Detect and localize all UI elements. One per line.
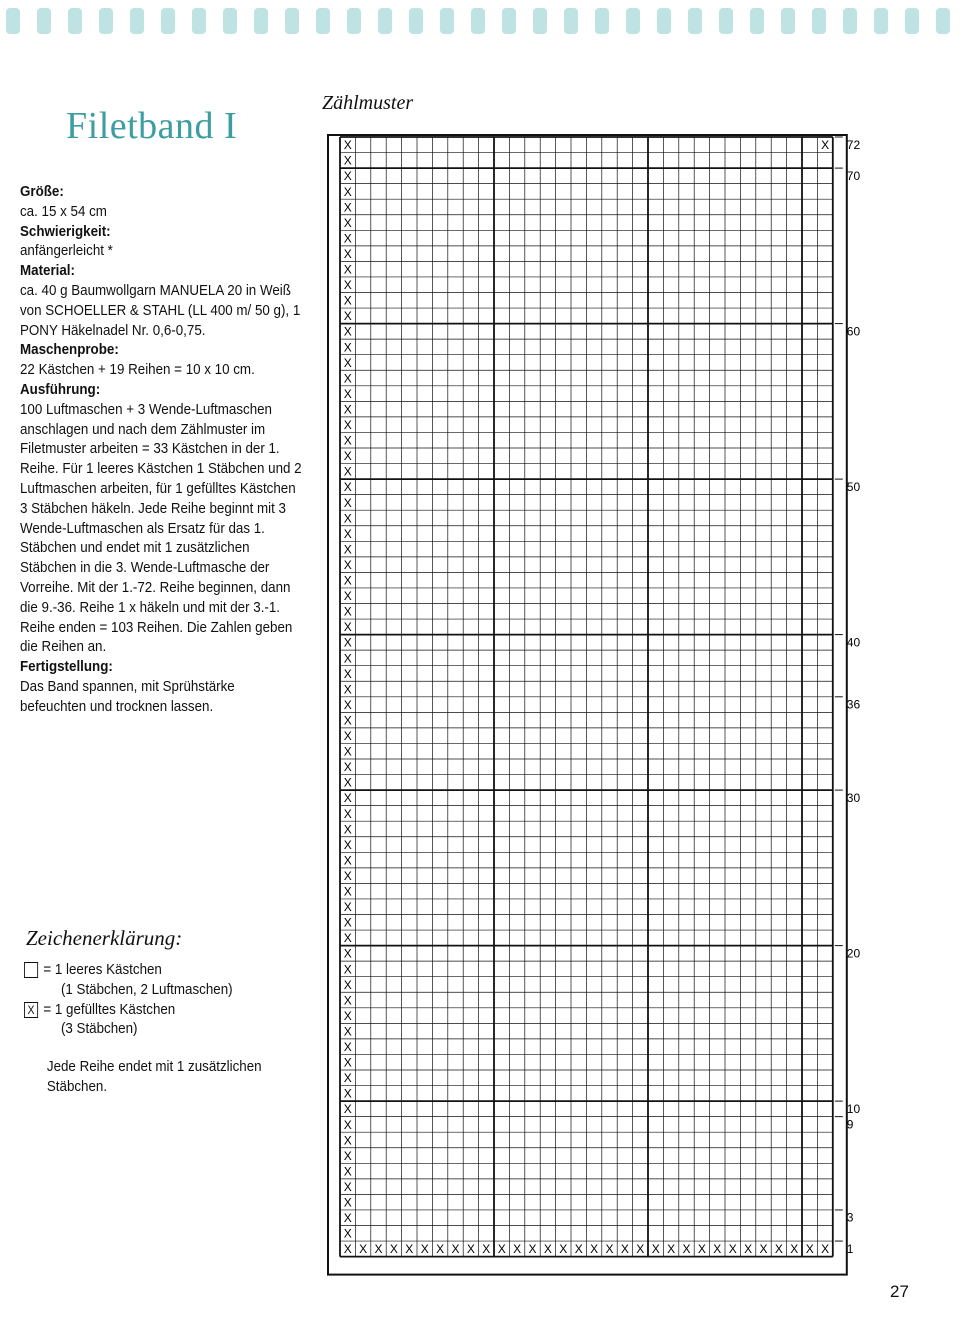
filled-cell: X [682, 1242, 691, 1257]
filled-cell: X [343, 868, 352, 883]
filled-cell: X [343, 1226, 352, 1241]
filled-cell: X [605, 1242, 614, 1257]
filled-cell: X [343, 169, 352, 184]
row-label: 70 [846, 168, 861, 183]
filled-cell: X [359, 1242, 368, 1257]
filled-cell: X [343, 1024, 352, 1039]
page-title: Filetband I [66, 105, 238, 147]
filled-cell: X [451, 1242, 460, 1257]
section-text: ca. 15 x 54 cm [20, 202, 107, 220]
filled-cell: X [343, 822, 352, 837]
filled-cell: X [420, 1242, 429, 1257]
filled-cell: X [590, 1242, 599, 1257]
section-text: anfängerleicht * [20, 242, 113, 260]
filled-cell: X [713, 1242, 722, 1257]
filled-cell: X [528, 1242, 537, 1257]
filled-cell: X [343, 837, 352, 852]
section-label: Größe: [20, 183, 64, 200]
filled-cell: X [343, 138, 352, 153]
filled-cell: X [374, 1242, 383, 1257]
filled-cell: X [343, 1102, 352, 1117]
row-label: 10 [846, 1101, 861, 1116]
filled-cell: X [343, 480, 352, 495]
filled-cell: X [343, 433, 352, 448]
filled-cell: X [343, 542, 352, 557]
filled-cell: X [343, 806, 352, 821]
section-text: 100 Luftmaschen + 3 Wende-Luftmaschen anschlagen und nach dem Zählmuster im Filetmuster arbeiten = 33 Kästchen in der 1. Reihe. Für 1 leeres Kästchen 1 Stäbchen und 2 Luftmaschen arbeiten, für 1 gefülltes Kästchen 3 Stäbchen häkeln. Jede Reihe beginnt mit 3 Wende-Luftmaschen als Ersatz für das 1. Stäbchen und endet mit 1 zusätzlichen Stäbchen in die 3. Wende-Luftmasche der Vorreihe. Mit der 1.-72. Reihe beginnen, dann die 9.-36. Reihe 1 x häkeln und mit der 3.-1. Reihe enden = 103 Reihen. Die Zahlen geben die Reihen an. [20, 400, 302, 656]
chart-title: Zählmuster [322, 92, 414, 114]
legend-empty-sub: (1 Stäbchen, 2 Luftmaschen) [60, 980, 233, 998]
filled-cell: X [389, 1242, 398, 1257]
filled-cell: X [343, 1117, 352, 1132]
filled-cell: X [436, 1242, 445, 1257]
filled-cell: X [405, 1242, 414, 1257]
filled-cell: X [821, 138, 830, 153]
filled-cell: X [343, 246, 352, 261]
filled-cell: X [343, 153, 352, 168]
section-label: Maschenprobe: [20, 341, 119, 359]
filled-cell: X [497, 1242, 506, 1257]
filled-cell: X [728, 1242, 737, 1257]
filled-cell: X [667, 1242, 676, 1257]
filled-cell: X [343, 589, 352, 604]
chart-frame [328, 135, 847, 1275]
row-label: 36 [846, 697, 861, 712]
filled-cell: X [343, 993, 352, 1008]
legend-filled-label: = 1 gefülltes Kästchen [43, 1000, 176, 1018]
filled-cell: X [343, 511, 352, 526]
filled-cell: X [343, 697, 352, 712]
row-label: 20 [846, 946, 861, 961]
filled-cell: X [343, 1242, 352, 1257]
filled-cell: X [513, 1242, 522, 1257]
filled-cell: X [343, 775, 352, 790]
filled-cell: X [774, 1242, 783, 1257]
legend-title: Zeichenerklärung: [26, 926, 183, 950]
filled-cell: X [343, 884, 352, 899]
filled-cell: X [343, 1008, 352, 1023]
row-label: 1 [846, 1241, 854, 1256]
filled-cell: X [343, 651, 352, 666]
page-number: 27 [890, 1282, 909, 1301]
filled-cell: X [343, 1055, 352, 1070]
filled-cell: X [343, 340, 352, 355]
filled-cell: X [343, 231, 352, 246]
filled-cell: X [343, 853, 352, 868]
filled-cell: X [466, 1242, 475, 1257]
legend-note: Jede Reihe endet mit 1 zusätzlichen Stäbchen. [46, 1058, 262, 1095]
filled-cell: X [620, 1242, 629, 1257]
filled-cell: X [574, 1242, 583, 1257]
filled-cell: X [343, 1164, 352, 1179]
filled-cell: X [343, 371, 352, 386]
filled-cell: X [343, 557, 352, 572]
filled-cell: X [343, 184, 352, 199]
filled-cell: X [343, 744, 352, 759]
row-label: 50 [846, 479, 861, 494]
filled-cell: X [343, 402, 352, 417]
filled-cell: X [343, 1148, 352, 1163]
filled-cell: X [343, 760, 352, 775]
section-text: 22 Kästchen + 19 Reihen = 10 x 10 cm. [20, 361, 255, 379]
filled-cell: X [343, 977, 352, 992]
filled-cell: X [821, 1242, 830, 1257]
section-text: ca. 40 g Baumwollgarn MANUELA 20 in Weiß von SCHOELLER & STAHL (LL 400 m/ 50 g), 1 PONY Häkelnadel Nr. 0,6-0,75. [20, 281, 301, 339]
section-label: Ausführung: [20, 380, 101, 398]
filled-cell: X [343, 324, 352, 339]
row-label: 40 [846, 635, 861, 650]
filled-cell: X [343, 915, 352, 930]
filled-cell: X [343, 418, 352, 433]
row-label: 9 [846, 1117, 854, 1132]
filled-cell: X [343, 620, 352, 635]
filled-box-icon: X [24, 1002, 38, 1018]
filled-cell: X [343, 791, 352, 806]
filled-cell: X [343, 1071, 352, 1086]
filled-cell: X [343, 355, 352, 370]
filled-cell: X [343, 200, 352, 215]
filled-cell: X [559, 1242, 568, 1257]
section-label: Schwierigkeit: [20, 222, 111, 240]
row-label: 30 [846, 790, 861, 805]
section-label: Material: [20, 262, 75, 280]
filled-cell: X [343, 1211, 352, 1226]
legend-empty-label: = 1 leeres Kästchen [43, 961, 162, 978]
filled-cell: X [343, 962, 352, 977]
section-text: Das Band spannen, mit Sprühstärke befeuchten und trocknen lassen. [20, 677, 235, 715]
filled-cell: X [343, 309, 352, 324]
filled-cell: X [343, 386, 352, 401]
filled-cell: X [343, 713, 352, 728]
filled-cell: X [343, 1195, 352, 1210]
filled-cell: X [343, 931, 352, 946]
filled-cell: X [343, 278, 352, 293]
filled-cell: X [805, 1242, 814, 1257]
filled-cell: X [790, 1242, 799, 1257]
filled-cell: X [343, 1086, 352, 1101]
filled-cell: X [343, 1179, 352, 1194]
filled-cell: X [343, 682, 352, 697]
filled-cell: X [482, 1242, 491, 1257]
filled-cell: X [343, 464, 352, 479]
filled-cell: X [343, 293, 352, 308]
section-label: Fertigstellung: [20, 658, 113, 676]
filled-cell: X [343, 1133, 352, 1148]
row-label: 72 [846, 137, 861, 152]
filled-cell: X [343, 1040, 352, 1055]
filled-cell: X [744, 1242, 753, 1257]
filled-cell: X [759, 1242, 768, 1257]
legend-filled-sub: (3 Stäbchen) [60, 1020, 138, 1038]
filled-cell: X [651, 1242, 660, 1257]
filled-cell: X [343, 573, 352, 588]
filled-cell: X [543, 1242, 552, 1257]
row-label: 60 [846, 324, 861, 339]
filled-cell: X [343, 526, 352, 541]
filled-cell: X [343, 495, 352, 510]
filled-cell: X [343, 449, 352, 464]
filled-cell: X [636, 1242, 645, 1257]
filled-cell: X [697, 1242, 706, 1257]
filled-cell: X [343, 946, 352, 961]
filled-cell: X [343, 729, 352, 744]
filled-cell: X [343, 635, 352, 650]
filled-cell: X [343, 900, 352, 915]
filled-cell: X [343, 666, 352, 681]
filled-cell: X [343, 215, 352, 230]
row-label: 3 [846, 1210, 854, 1225]
filled-cell: X [343, 604, 352, 619]
filled-cell: X [343, 262, 352, 277]
